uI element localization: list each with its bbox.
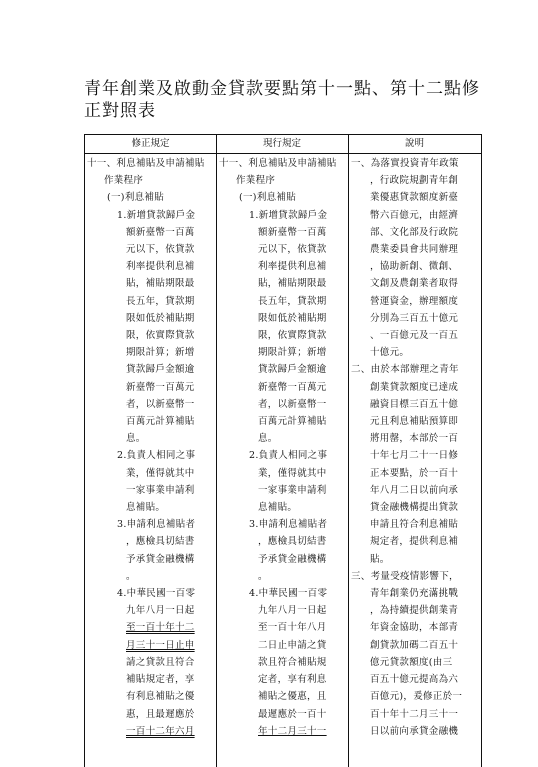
- changed-text: 年十二月三十一: [258, 725, 327, 737]
- header-current: 現行規定: [262, 138, 301, 149]
- revised-item-3: 3.申請利息補貼者 ，應檢具切結書 予承貸金融機構 。: [117, 519, 196, 582]
- current-item-2: 2.負責人相同之事 業，僅得就其中 一家事業申請利 息補貼。: [249, 450, 328, 514]
- amended-text: 至一百十年十二: [126, 622, 195, 634]
- note-2: 二、由於本部辦理之青年 創業貸款額度已達成 融資目標三百五十億 元且利息補貼預算即 將用罄，本部於一百 十年七月二十一日修 正本要點，於一百十 年八月二日以前向承 貸金融機構提出貸款 申請且符合利息補貼 規定者，提供利息補 貼。: [351, 364, 459, 565]
- revised-heading-cont: 作業程序: [104, 175, 144, 187]
- current-item-3: 3.申請利息補貼者 ，應檢具切結書 予承貸金融機構 。: [249, 519, 328, 582]
- amended-text: 一百十二年六月: [126, 725, 195, 737]
- current-heading: 十一、利息補貼及申請補貼: [219, 158, 337, 169]
- note-column: [351, 155, 462, 740]
- revised-item-2: 2.負責人相同之事 業，僅得就其中 一家事業申請利 息補貼。: [117, 450, 196, 514]
- column-divider: [216, 135, 217, 767]
- note-1: 一、為落實投資青年政策 ，行政院規劃青年創 業優惠貸款額度新臺 幣六百億元，由經濟 部、文化部及行政院 農業委員會共同辦理 ，協助新創、微創、 文創及農創業者取得 營運資金，辦理額度 分別為三百五十億元 、一百億元及一百五 十億元。: [351, 158, 459, 359]
- amended-text: 月三十一日止申: [126, 639, 195, 651]
- note-3: 三、考量受疫情影響下， 青年創業仍充滿挑戰 ，為持續提供創業青 年資金協助，本部青 創貸款加碼二百五十 億元貸款額度(由三 百五十億元提高為六 百億元)，爰修正於一 百十年十二月三十一 日以前向承貸金融機: [351, 570, 463, 737]
- revised-item-1: 1.新增貸款歸戶金 額新臺幣一百萬 元以下，依貸款 利率提供利息補 貼，補貼期限最 長五年，貸款期 限如低於補貼期 限，依實際貸款 期限計算；新增 貸款歸戶金額逾 新臺幣一百萬元 者，以新臺幣一 百萬元計算補貼 息。: [117, 209, 196, 445]
- revised-heading: 十一、利息補貼及申請補貼: [87, 158, 205, 169]
- current-item-4: 4.中華民國一百零 九年八月一日起 至一百十年八月 二日止申請之貸 款且符合補貼規 定者，享有利息 補貼之優惠，且 最遲應於一百十 年十二月三十一: [219, 585, 337, 740]
- current-item-1: 1.新增貸款歸戶金 額新臺幣一百萬 元以下，依貸款 利率提供利息補 貼，補貼期限最 長五年，貸款期 限如低於補貼期 限，依實際貸款 期限計算；新增 貸款歸戶金額逾 新臺幣一百萬元 者，以新臺幣一 百萬元計算補貼 息。: [249, 209, 328, 445]
- comparison-table: [84, 134, 482, 767]
- title-line-1: 青年創業及啟動金貸款要點第十一點、第十二點修: [84, 79, 480, 99]
- header-note: 說明: [404, 138, 424, 149]
- revised-item-4: 4.中華民國一百零 九年八月一日起 至一百十年十二 月三十一日止申 請之貸款且符合 補貼規定者，享 有利息補貼之優 惠，且最遲應於 一百十二年六月: [87, 585, 205, 740]
- revised-subheading: (一)利息補貼: [107, 192, 165, 204]
- current-heading-cont: 作業程序: [236, 175, 276, 187]
- title-line-2: 正對照表: [84, 101, 156, 121]
- current-subheading: (一)利息補貼: [239, 192, 297, 204]
- column-divider: [348, 135, 349, 767]
- header-revised: 修正規定: [131, 138, 170, 149]
- revised-column: [87, 155, 205, 740]
- table-header: [85, 135, 481, 154]
- current-column: [219, 155, 337, 740]
- document-title: [84, 78, 484, 122]
